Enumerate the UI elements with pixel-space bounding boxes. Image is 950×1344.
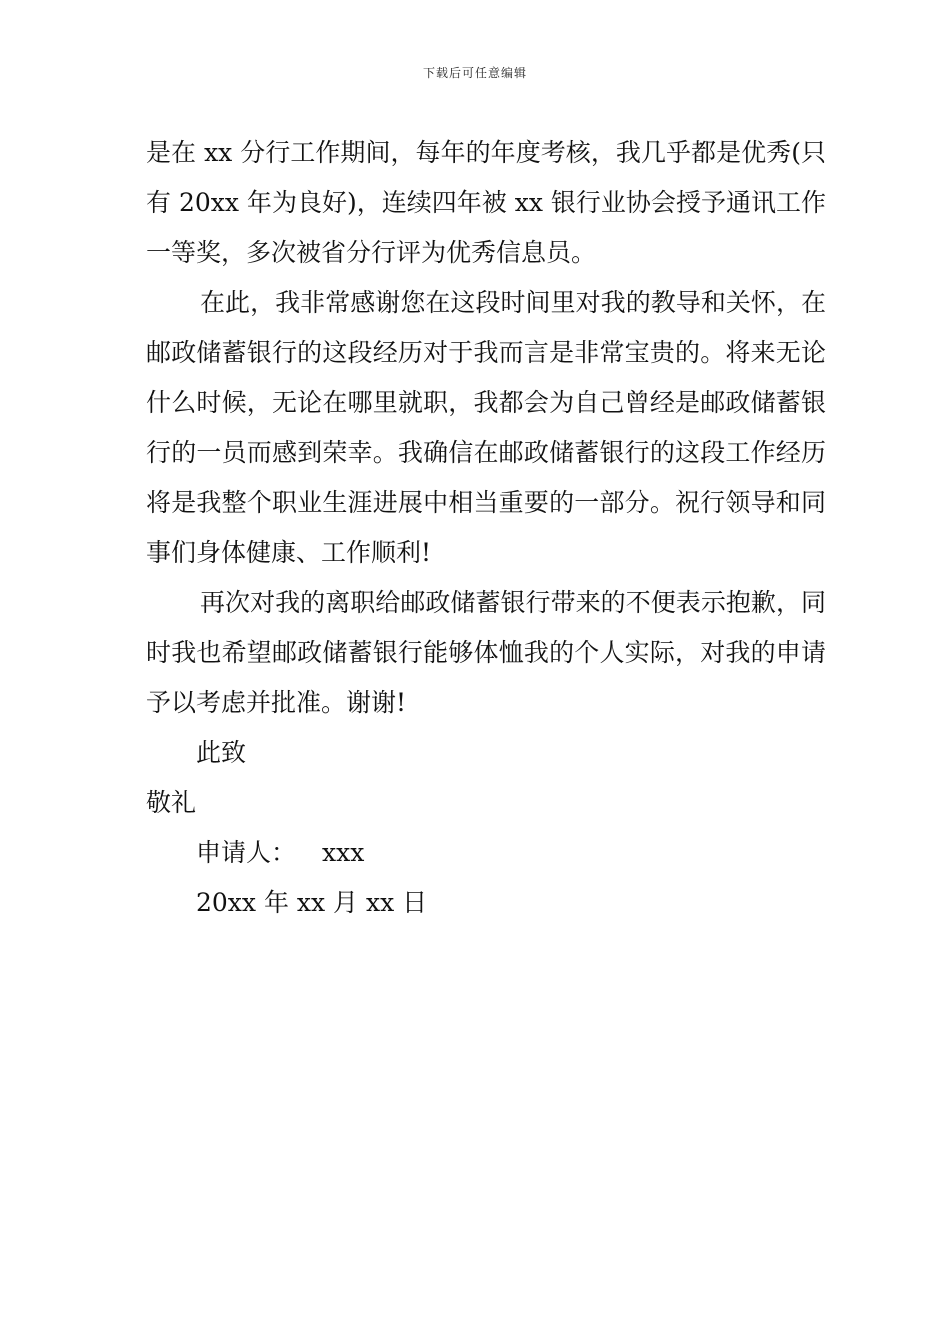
applicant-name: xxx <box>322 838 365 867</box>
letter-date: 20xx 年 xx 月 xx 日 <box>196 888 428 917</box>
closing-salutation: 此致 <box>196 738 247 767</box>
applicant-label: 申请人： <box>196 838 297 867</box>
letter-body <box>146 128 826 928</box>
applicant-line <box>146 828 826 878</box>
letter-paragraph-3: 再次对我的离职给邮政储蓄银行带来的不便表示抱歉，同时我也希望邮政储蓄银行能够体恤我的个人实际，对我的申请予以考虑并批准。谢谢! <box>146 588 826 717</box>
letter-paragraph-2: 在此，我非常感谢您在这段时间里对我的教导和关怀，在邮政储蓄银行的这段经历对于我而言是非常宝贵的。将来无论什么时候，无论在哪里就职，我都会为自己曾经是邮政储蓄银行的一员而感到荣幸。我确信在邮政储蓄银行的这段工作经历将是我整个职业生涯进展中相当重要的一部分。祝行领导和同事们身体健康、工作顺利! <box>146 288 826 567</box>
page-header-note: 下载后可任意编辑 <box>422 66 527 80</box>
closing-respect: 敬礼 <box>146 788 197 817</box>
letter-paragraph-1: 是在 xx 分行工作期间，每年的年度考核，我几乎都是优秀(只有 20xx 年为良好)，连续四年被 xx 银行业协会授予通讯工作一等奖，多次被省分行评为优秀信息员。 <box>146 138 826 267</box>
